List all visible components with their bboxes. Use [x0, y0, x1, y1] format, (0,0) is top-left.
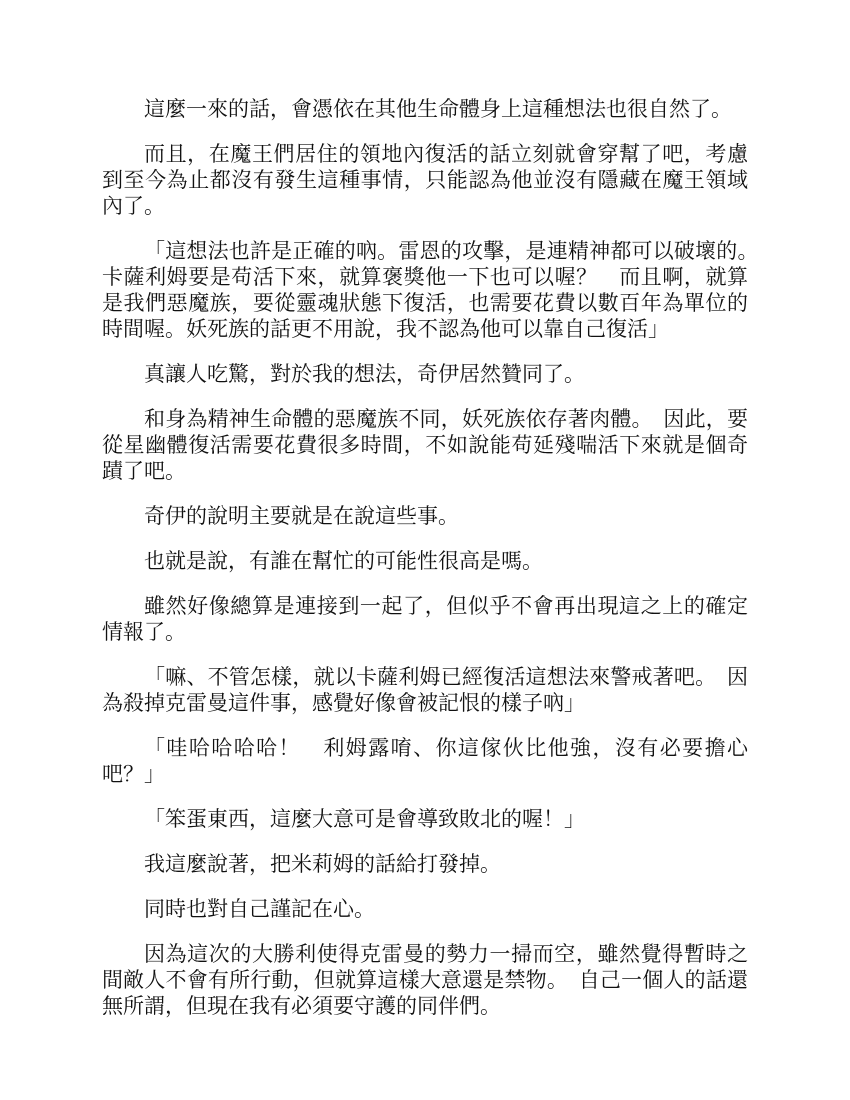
- paragraph: 「笨蛋東西，這麼大意可是會導致敗北的喔！」: [144, 807, 585, 831]
- paragraph: 我這麼說著，把米莉姆的話給打發掉。: [144, 852, 501, 876]
- document-page: [102, 96, 769, 1038]
- paragraph: 「哇哈哈哈哈！ 利姆露唷、你這傢伙比他強，沒有必要擔心吧？」: [102, 736, 748, 786]
- paragraph: 真讓人吃驚，對於我的想法，奇伊居然贊同了。: [144, 362, 585, 386]
- paragraph: 和身為精神生命體的惡魔族不同，妖死族依存著肉體。 因此，要從星幽體復活需要花費很多時間，不如說能苟延殘喘活下來就是個奇蹟了吧。: [102, 407, 748, 483]
- paragraph: 奇伊的說明主要就是在說這些事。: [144, 504, 459, 528]
- paragraph: 雖然好像總算是連接到一起了，但似乎不會再出現這之上的確定情報了。: [102, 594, 748, 644]
- paragraph: 同時也對自己謹記在心。: [144, 897, 375, 921]
- paragraph: 「這想法也許是正確的吶。雷恩的攻擊，是連精神都可以破壞的。 卡薩利姆要是苟活下來，就算褒獎他一下也可以喔？ 而且啊，就算是我們惡魔族，要從靈魂狀態下復活，也需要花費以數百年為單位的時間喔。妖死族的話更不用說，我不認為他可以靠自己復活」: [102, 239, 769, 341]
- paragraph: 而且，在魔王們居住的領地內復活的話立刻就會穿幫了吧，考慮到至今為止都沒有發生這種事情，只能認為他並沒有隱藏在魔王領域內了。: [102, 142, 748, 218]
- paragraph: 因為這次的大勝利使得克雷曼的勢力一掃而空，雖然覺得暫時之間敵人不會有所行動，但就算這樣大意還是禁物。 自己一個人的話還無所謂，但現在我有必須要守護的同伴們。: [102, 942, 748, 1018]
- paragraph: 這麼一來的話，會憑依在其他生命體身上這種想法也很自然了。: [144, 97, 732, 121]
- paragraph: 「嘛、不管怎樣，就以卡薩利姆已經復活這想法來警戒著吧。 因為殺掉克雷曼這件事，感覺好像會被記恨的樣子吶」: [102, 665, 748, 715]
- paragraph: 也就是說，有誰在幫忙的可能性很高是嗎。: [144, 549, 543, 573]
